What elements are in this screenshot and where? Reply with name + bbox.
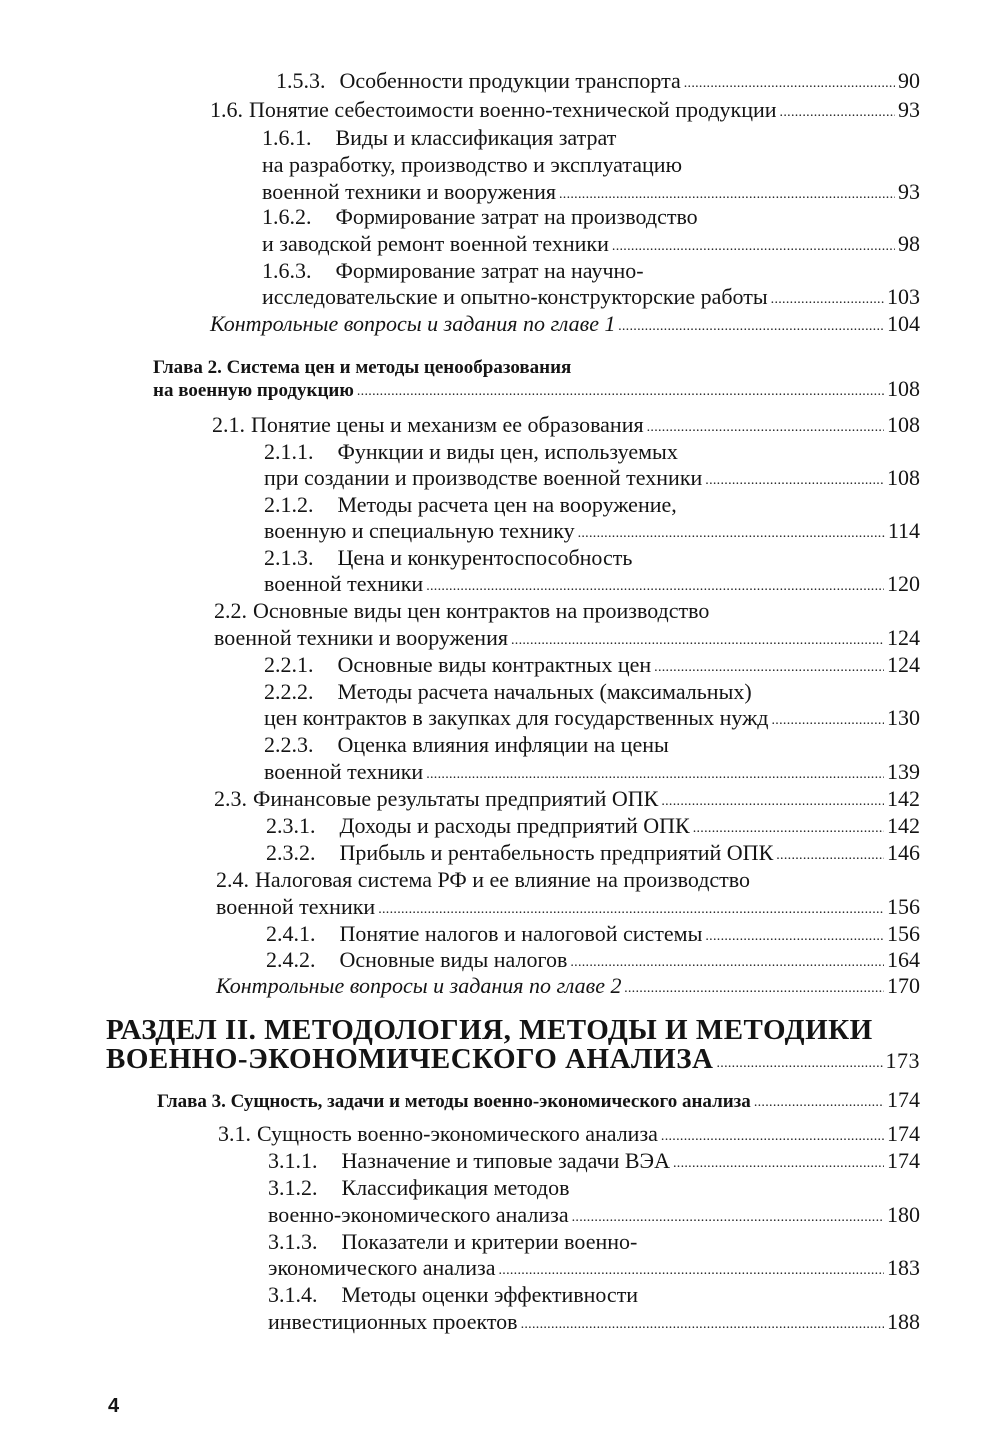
toc-entry-questions <box>210 311 920 341</box>
toc-entry-continued <box>264 705 920 735</box>
toc-entry <box>212 412 920 442</box>
toc-entry-number: 3.1.2. <box>268 1175 318 1200</box>
toc-entry-title: Функции и виды цен, используемых <box>337 439 678 464</box>
toc-entry-title: Формирование затрат на производство <box>335 204 698 229</box>
toc-entry-number: 2.2.3. <box>264 732 314 757</box>
toc-entry <box>264 492 677 518</box>
toc-entry <box>264 652 920 682</box>
toc-entry-title: Особенности продукции транспорта <box>339 68 681 93</box>
leader-dots <box>771 283 884 313</box>
toc-entry-page: 93 <box>898 179 920 204</box>
toc-entry-continued <box>268 1202 920 1232</box>
toc-entry <box>264 679 752 705</box>
toc-entry-title: Контрольные вопросы и задания по главе 1 <box>210 311 616 336</box>
toc-entry-title: Понятие себестоимости военно-технической продукции <box>249 97 777 122</box>
leader-dots <box>498 1254 884 1284</box>
toc-entry-number: 2.3.1. <box>266 813 316 838</box>
toc-entry-title: Доходы и расходы предприятий ОПК <box>339 813 690 838</box>
toc-chapter-page: 108 <box>887 376 920 401</box>
toc-entry-number: 3.1.3. <box>268 1229 318 1254</box>
toc-entry-continued <box>264 571 920 601</box>
toc-entry-page: 98 <box>898 231 920 256</box>
leader-dots <box>716 1042 882 1080</box>
toc-entry-number: 1.6.3. <box>262 258 312 283</box>
leader-dots <box>780 96 895 126</box>
toc-entry-number: 2.1.2. <box>264 492 314 517</box>
toc-entry-title: Основные виды цен контрактов на производство <box>253 598 710 623</box>
leader-dots <box>661 785 884 815</box>
leader-dots <box>772 704 885 734</box>
toc-entry-title: Основные виды контрактных цен <box>337 652 652 677</box>
toc-entry <box>262 125 616 151</box>
toc-entry-number: 1.6.1. <box>262 125 312 150</box>
toc-entry <box>264 545 632 571</box>
toc-entry-page: 90 <box>898 68 920 93</box>
toc-entry-title: военно-экономического анализа <box>268 1202 569 1227</box>
toc-entry-continued <box>264 518 920 548</box>
toc-entry-title: военной техники и вооружения <box>214 625 508 650</box>
toc-entry-number: 3.1.1. <box>268 1148 318 1173</box>
toc-entry-number: 2.1.1. <box>264 439 314 464</box>
leader-dots <box>426 570 884 600</box>
toc-entry-page: 124 <box>887 652 920 677</box>
toc-entry-title: на разработку, производство и эксплуатацию <box>262 152 683 177</box>
toc-entry-page: 142 <box>887 813 920 838</box>
toc-entry-title: военную и специальную технику <box>264 518 575 543</box>
toc-entry-number: 2.2.2. <box>264 679 314 704</box>
leader-dots <box>624 972 884 1002</box>
toc-section-title: РАЗДЕЛ II. МЕТОДОЛОГИЯ, МЕТОДЫ И МЕТОДИКИ <box>106 1014 873 1046</box>
toc-entry <box>262 258 644 284</box>
toc-entry-title: Показатели и критерии военно- <box>341 1229 638 1254</box>
toc-entry <box>268 1175 570 1201</box>
toc-entry <box>210 97 920 127</box>
toc-entry-page: 174 <box>887 1121 920 1146</box>
toc-entry <box>264 439 678 465</box>
toc-entry-continued <box>262 152 682 178</box>
toc-entry-page: 120 <box>887 571 920 596</box>
toc-entry-page: 93 <box>898 97 920 122</box>
toc-entry-page: 156 <box>887 894 920 919</box>
toc-entry <box>268 1229 637 1255</box>
toc-entry-continued <box>262 231 920 261</box>
leader-dots <box>618 310 884 340</box>
toc-entry-number: 2.4.1. <box>266 921 316 946</box>
leader-dots <box>673 1147 884 1177</box>
toc-entry-page: 170 <box>887 973 920 998</box>
toc-entry-title: Оценка влияния инфляции на цены <box>337 732 669 757</box>
leader-dots <box>754 1088 884 1116</box>
toc-entry-number: 2.2. <box>214 598 247 623</box>
leader-dots <box>521 1308 884 1338</box>
toc-entry <box>268 1148 920 1178</box>
toc-entry-number: 3.1.4. <box>268 1282 318 1307</box>
toc-entry-page: 108 <box>887 465 920 490</box>
toc-entry-number: 2.3. <box>214 786 247 811</box>
toc-entry-number: 2.2.1. <box>264 652 314 677</box>
toc-entry-number: 3.1. <box>218 1121 251 1146</box>
toc-section-continued <box>106 1043 920 1081</box>
leader-dots <box>511 624 884 654</box>
toc-entry-title: Понятие налогов и налоговой системы <box>339 921 703 946</box>
toc-chapter-title: Глава 2. Система цен и методы ценообразования <box>153 357 572 378</box>
toc-entry-title: и заводской ремонт военной техники <box>262 231 609 256</box>
leader-dots <box>612 230 895 260</box>
toc-entry-page: 124 <box>887 625 920 650</box>
page-number: 4 <box>108 1395 120 1417</box>
toc-entry-page: 174 <box>887 1148 920 1173</box>
toc-section-page: 173 <box>885 1048 920 1073</box>
toc-entry-questions <box>216 973 920 1003</box>
toc-chapter-continued <box>153 376 920 406</box>
toc-entry-page: 114 <box>887 518 920 543</box>
toc-entry-title: цен контрактов в закупках для государственных нужд <box>264 705 769 730</box>
toc-entry-page: 108 <box>887 412 920 437</box>
toc-entry-title: Основные виды налогов <box>339 947 568 972</box>
toc-entry <box>276 68 920 98</box>
leader-dots <box>578 517 885 547</box>
toc-entry-continued <box>264 465 920 495</box>
toc-entry-page: 180 <box>887 1202 920 1227</box>
toc-entry-title: Классификация методов <box>341 1175 570 1200</box>
toc-entry-number: 1.5.3. <box>276 68 326 93</box>
toc-entry-title: Методы расчета цен на вооружение, <box>337 492 677 517</box>
toc-entry-page: 183 <box>887 1255 920 1280</box>
toc-entry-page: 156 <box>887 921 920 946</box>
toc-entry-title: Формирование затрат на научно- <box>335 258 644 283</box>
toc-entry-title: экономического анализа <box>268 1255 496 1280</box>
toc-entry-page: 103 <box>887 284 920 309</box>
toc-entry-page: 164 <box>887 947 920 972</box>
toc-entry-continued <box>268 1255 920 1285</box>
leader-dots <box>705 464 884 494</box>
toc-entry-title: Методы оценки эффективности <box>341 1282 639 1307</box>
toc-entry-page: 130 <box>887 705 920 730</box>
leader-dots <box>647 411 884 441</box>
toc-entry-title: Понятие цены и механизм ее образования <box>251 412 644 437</box>
toc-entry <box>262 204 698 230</box>
toc-entry-title: военной техники и вооружения <box>262 179 556 204</box>
toc-entry-page: 188 <box>887 1309 920 1334</box>
toc-entry-title: Контрольные вопросы и задания по главе 2 <box>216 973 622 998</box>
toc-entry-title: исследовательские и опытно-конструкторские работы <box>262 284 768 309</box>
toc-entry-number: 2.4. <box>216 867 249 892</box>
toc-chapter <box>157 1087 920 1117</box>
toc-chapter-title: на военную продукцию <box>153 380 354 401</box>
toc-entry-title: при создании и производстве военной техники <box>264 465 703 490</box>
toc-entry-page: 142 <box>887 786 920 811</box>
toc-entry-title: Цена и конкурентоспособность <box>337 545 633 570</box>
toc-entry-title: Виды и классификация затрат <box>335 125 617 150</box>
toc-entry-title: Сущность военно-экономического анализа <box>257 1121 658 1146</box>
toc-entry <box>214 598 709 624</box>
toc-entry-title: инвестиционных проектов <box>268 1309 518 1334</box>
toc-entry-title: военной техники <box>264 759 424 784</box>
toc-entry-title: Прибыль и рентабельность предприятий ОПК <box>339 840 774 865</box>
leader-dots <box>572 1201 884 1231</box>
toc-entry-title: Методы расчета начальных (максимальных) <box>337 679 752 704</box>
toc-entry <box>216 867 750 893</box>
leader-dots <box>426 758 884 788</box>
leader-dots <box>378 893 884 923</box>
toc-entry <box>266 840 920 870</box>
toc-entry-page: 104 <box>887 311 920 336</box>
toc-entry-number: 2.3.2. <box>266 840 316 865</box>
leader-dots <box>693 812 884 842</box>
leader-dots <box>357 377 884 405</box>
toc-entry-number: 2.4.2. <box>266 947 316 972</box>
toc-chapter-title: Глава 3. Сущность, задачи и методы военно-экономического анализа <box>157 1091 751 1112</box>
leader-dots <box>654 651 884 681</box>
toc-entry-number: 1.6.2. <box>262 204 312 229</box>
leader-dots <box>661 1120 884 1150</box>
leader-dots <box>776 839 884 869</box>
toc-entry-page: 146 <box>887 840 920 865</box>
toc-entry-continued <box>268 1309 920 1339</box>
toc-chapter-page: 174 <box>887 1087 920 1112</box>
toc-entry-number: 1.6. <box>210 97 243 122</box>
toc-entry-page: 139 <box>887 759 920 784</box>
toc-entry-title: Назначение и типовые задачи ВЭА <box>341 1148 670 1173</box>
toc-entry-number: 2.1. <box>212 412 245 437</box>
toc-section-title: ВОЕННО-ЭКОНОМИЧЕСКОГО АНАЛИЗА <box>106 1043 714 1075</box>
toc-entry-title: Финансовые результаты предприятий ОПК <box>253 786 659 811</box>
toc-entry-title: военной техники <box>264 571 424 596</box>
leader-dots <box>684 67 895 97</box>
toc-entry <box>264 732 669 758</box>
toc-entry-title: Налоговая система РФ и ее влияние на производство <box>255 867 751 892</box>
toc-entry-number: 2.1.3. <box>264 545 314 570</box>
toc-entry <box>268 1282 638 1308</box>
toc-entry-title: военной техники <box>216 894 376 919</box>
